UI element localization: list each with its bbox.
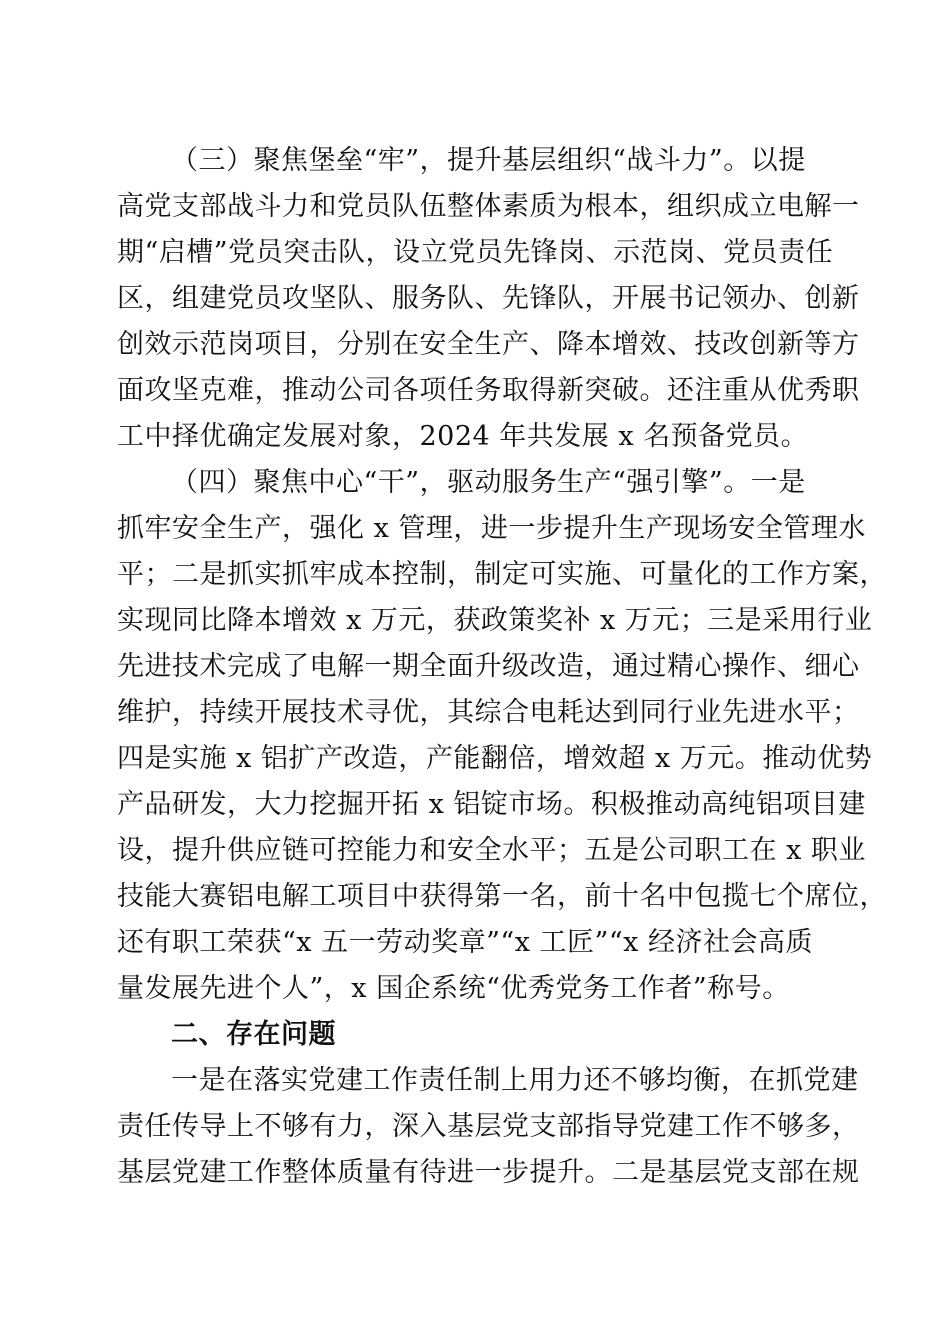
text-line: 责任传导上不够有力，深入基层党支部指导党建工作不够多， bbox=[117, 1111, 860, 1142]
text-line: 期“启槽”党员突击队，设立党员先锋岗、示范岗、党员责任 bbox=[117, 237, 834, 268]
text-line: 产品研发，大力挖掘开拓 x 铝锭市场。积极推动高纯铝项目建 bbox=[117, 789, 866, 820]
paragraph-4-heading-line: （四）聚焦中心“干”，驱动服务生产“强引擎”。一是 bbox=[171, 467, 806, 498]
section-heading: 二、存在问题 bbox=[171, 1019, 336, 1050]
text-line: 四是实施 x 铝扩产改造，产能翻倍，增效超 x 万元。推动优势 bbox=[117, 743, 873, 774]
text-line: 实现同比降本增效 x 万元，获政策奖补 x 万元；三是采用行业 bbox=[117, 605, 873, 636]
text-line: 区，组建党员攻坚队、服务队、先锋队，开展书记领办、创新 bbox=[117, 283, 860, 314]
text-line: 创效示范岗项目，分别在安全生产、降本增效、技改创新等方 bbox=[117, 329, 860, 360]
text-line: 平；二是抓实抓牢成本控制，制定可实施、可量化的工作方案， bbox=[117, 559, 887, 590]
text-line: 抓牢安全生产，强化 x 管理，进一步提升生产现场安全管理水 bbox=[117, 513, 866, 544]
text-line: 一是在落实党建工作责任制上用力还不够均衡，在抓党建 bbox=[171, 1065, 859, 1096]
text-line: 面攻坚克难，推动公司各项任务取得新突破。还注重从优秀职 bbox=[117, 375, 860, 406]
text-line: 还有职工荣获“x 五一劳动奖章”“x 工匠”“x 经济社会高质 bbox=[117, 927, 813, 958]
text-line: 设，提升供应链可控能力和安全水平；五是公司职工在 x 职业 bbox=[117, 835, 866, 866]
text-line: 量发展先进个人”，x 国企系统“优秀党务工作者”称号。 bbox=[117, 973, 790, 1004]
text-line: 先进技术完成了电解一期全面升级改造，通过精心操作、细心 bbox=[117, 651, 860, 682]
text-line: 高党支部战斗力和党员队伍整体素质为根本，组织成立电解一 bbox=[117, 191, 860, 222]
text-line: 基层党建工作整体质量有待进一步提升。二是基层党支部在规 bbox=[117, 1157, 860, 1188]
text-line: 维护，持续开展技术寻优，其综合电耗达到同行业先进水平； bbox=[117, 697, 860, 728]
text-line: 技能大赛铝电解工项目中获得第一名，前十名中包揽七个席位， bbox=[117, 881, 887, 912]
text-line: 工中择优确定发展对象，2024 年共发展 x 名预备党员。 bbox=[117, 421, 809, 452]
paragraph-3-heading-line: （三）聚焦堡垒“牢”，提升基层组织“战斗力”。以提 bbox=[171, 145, 806, 176]
